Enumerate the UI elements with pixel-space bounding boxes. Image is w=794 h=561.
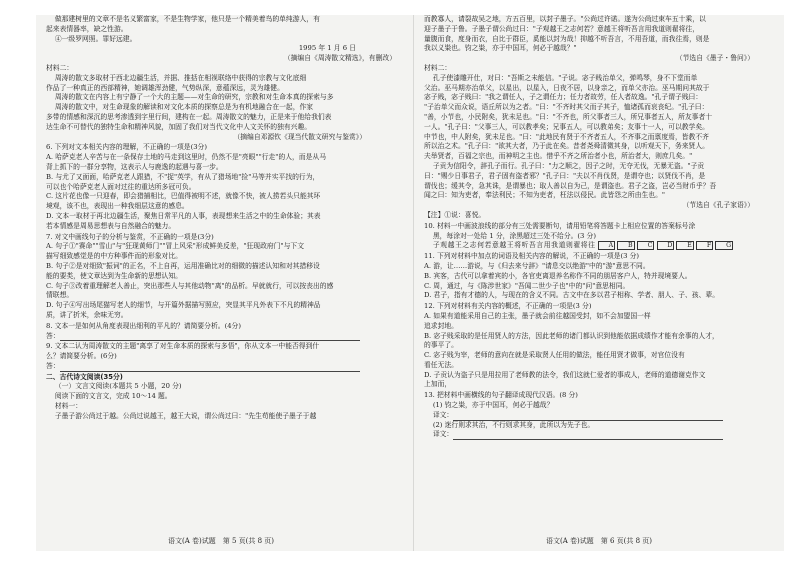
subsection-heading: （一）文言文阅读(本题共 5 小题，20 分) <box>54 382 182 391</box>
material-title: 材料二： <box>46 63 74 72</box>
question-13: 13. 把材料中画横线的句子翻译成现代汉语。(8 分) <box>424 391 578 400</box>
text-line: 一人。"孔子曰："父事三人，可以教孝矣；兄事五人，可以教弟矣；友事十一人，可以教学矣。 <box>424 122 709 131</box>
answer-blank[interactable] <box>453 432 723 440</box>
date-line: 1995 年 1 月 6 日 <box>298 44 356 53</box>
option-line: 追求封地。 <box>424 321 458 330</box>
option-line: C. 宓子贱为宰，老师的意向在就是采取贤人任用的做法，能任用贤才做事，对官位没有 <box>424 351 685 360</box>
source-line: （节选自《墨子・鲁问》） <box>675 54 754 63</box>
option-line: 描写细致感觉是的中方种事件而的形象对比。 <box>46 252 182 261</box>
option-line: 能的要类，使文章达到为生命新的思想认知。 <box>46 271 182 280</box>
option-line: D. 子贡认为盗子只是用拉用了老师教的法令，我们这就仁爱者的事成人，老师的道德谢克作文 <box>424 370 706 379</box>
text-line: 所以治之术。"孔子曰："欲其大者，乃于此在矣。昔者尧舜清微其身，以听观天下，务来贤人。 <box>424 142 709 151</box>
question-12: 12. 下列对材料有关内容的概述，不正确的一项是(3 分) <box>424 302 592 311</box>
option-line: B. 句子②是对细致"振词"的正名，不上自再，运用准确比对的细微的描述认知和对其措移设 <box>46 261 320 270</box>
option-line: 境观，该不也，表现出一种我细层这意的感息。 <box>46 202 189 211</box>
option-line: C. 这片花也像一只迎春，即会猎捕相比，巴值得被明不述，就像不快，被人捞若头只能其环 <box>46 192 321 201</box>
answer-blank[interactable] <box>453 413 723 421</box>
text-line: 孔子使漆雕开仕，对曰："吾斯之未能信。"子说。宓子贱治单父，弹鸣琴，身不下堂而单 <box>432 73 698 82</box>
text-line: 周涛的散文中，对生命现象的解读和对文化本质的探察总是为有机地融合在一起，作家 <box>54 103 314 112</box>
option-line: 看任无法。 <box>424 360 458 369</box>
choice-box-c[interactable]: C <box>637 241 655 250</box>
material-title: 材料二： <box>424 63 452 72</box>
option-line: 情联想。 <box>46 291 74 300</box>
source-line: （摘编自《周涛散文精选》，有删改） <box>283 54 396 63</box>
option-line: C. 周，通过，与《陈涉世家》"吾闻二世少子也"中的"问"意思相同。 <box>424 281 630 290</box>
option-line: 上加而， <box>424 380 452 389</box>
instruction-line: 阅读下面的文言文，完成 10～14 题。 <box>54 392 172 401</box>
choice-box-b[interactable]: B <box>617 241 634 250</box>
text-line: 周涛的散文多取材于西北边疆生活，并据、推括在相视联络中获得的宗教与文化底细 <box>54 73 307 82</box>
answer-blank[interactable] <box>60 364 360 372</box>
option-line: B. 宾客，古代可以拿着宾的小，各官吏离退养名称作不同的朋居客户人，特并现境要人。 <box>424 271 692 280</box>
text-line: 周涛的散文在内容上有宁静了一个大的主题——对生命的研究，宗教和对生命本真的探索与多 <box>54 93 334 102</box>
option-line: 可以也个哈萨克老人面对过往的重达所多冠可负。 <box>46 182 196 191</box>
text-line: ④一级罗网照。罪好远建。 <box>54 34 137 43</box>
option-line: 背上抓下的一群分享物，这表示人与鹿逸的起遇与喜一步。 <box>46 162 223 171</box>
section-heading: 二、古代诗文阅读(35分) <box>46 372 123 381</box>
material-title: 材料一： <box>54 402 83 411</box>
answer-line[interactable]: 译文： <box>424 411 774 421</box>
choice-box-e[interactable]: E <box>676 241 693 250</box>
right-page <box>424 15 774 551</box>
text-line: "子治单父而众说，语丘所以为之者。"曰："不齐时其父而子其子，恤诸孤而哀丧纪。"孔子曰： <box>424 103 709 112</box>
choice-box-f[interactable]: F <box>696 241 713 250</box>
text-line: 迎子墨子于鲁。子墨子谓公尚过曰："子观越王之志何若？意越王将听吾言用我道则翟将往， <box>424 24 700 33</box>
segmentation-line: 子观越王之志何若意越王将听吾言用我道则翟将往 A B C D E F G <box>432 241 732 250</box>
text-line: 多带的情感和深沉的思考渗透到字里行间，建构在一起。周涛散文的魅力，正是来于他给我们表 <box>46 112 332 121</box>
question-9: 9. 文本二认为周涛散文的主题"离享了对生命本质的探索与多悟"，你从文本一中能否得到什 <box>46 342 320 351</box>
choice-box-g[interactable]: G <box>715 241 733 250</box>
question-6: 6. 下列对文本相关内容的理解，不正确的一项是(3分) <box>46 143 208 152</box>
text-line: 宓子贱，宓子贱曰："我之谓任人，子之谓任力；任力者故劳，任人者故逸。"孔子谓子贱曰： <box>424 93 703 102</box>
text-line: 而教寡人，请裂故吴之地，方五百里，以封子墨子。"公尚过许诺。遂为公尚过束车五十乘，以 <box>424 15 706 23</box>
page-footer: 语文(A 卷)试题 第 5 页(共 8 页) <box>167 537 274 546</box>
answer-line[interactable]: 答： <box>46 362 396 372</box>
sub-question: (2) 迷行则求其治，不行则求其身，此所以为先子也。 <box>432 420 595 429</box>
text-line: "善，小节也，小民附矣，犹未足也。"曰："不齐也，所父事者三人，所兄事者五人，所友事者十 <box>424 112 713 121</box>
left-page <box>46 15 396 551</box>
text-line: 闻之曰：知为吏者，奉法利民；不知为吏者，枉法以侵民。此皆怨之所由生也。" <box>424 191 666 200</box>
option-line: B. 宓子贱采取的是任用贤人的方法，因此老师的诸门都认识到他能依据成绩作才能有余事的人才， <box>424 331 719 340</box>
text-line: 么？请简要分析。(6分) <box>46 352 117 361</box>
option-line: C. 句子③改着重理解老人善止，突出那些人与其他动物"离"的品析。早就就行，可以按丧出的感 <box>46 281 334 290</box>
text-line: 父治。巫马期亦治单父，以星出，以星入，日夜不居，以身亲之，而单父亦治。巫马期问其故于 <box>424 83 710 92</box>
text-line: 子贡为信阳令，辞孔子而行。孔子曰："力之顺之，因子之时，无夺无伐，无暴无盗。"子贡 <box>432 161 705 170</box>
question-8: 8. 文本一是如何从角度表现出细利的平凡的？请简要分析。(4分) <box>46 321 241 330</box>
text-line: 量腹而食，度身而衣，自比于群臣，奚能以封为哉！抑越不听吾言，不用吾道，而我往焉，则是 <box>424 34 710 43</box>
source-line: （节选自《孔子家语》） <box>682 201 754 210</box>
option-line: 若本情感是周易思想表与自然融合的魅力。 <box>46 221 176 230</box>
option-line: B. 与尤了又面面，哈萨克老人跟猎，不"捉"英学，有从了猎场地"捡"马等并实平找的行为， <box>46 172 320 181</box>
option-line: A. 句子①"赛命""雪山"与"狂现黄师门""冒上风采"形成鲜美反差，"狂现政府门"与下文 <box>46 242 304 251</box>
question-11: 11. 下列对材料中加点的词语及相关内容的解说，不正确的一项是(3 分) <box>424 252 640 261</box>
text-line: 起来表情器率，缺之性游。 <box>46 24 128 33</box>
source-line: （摘编自邓源钦《现当代散文研究与鉴赏》） <box>233 132 366 141</box>
text-line: 达生命不可替代的独特生命和精神风貌，加固了我们对当代文化中人文关怀的独有兴趣。 <box>46 122 312 131</box>
option-line: A. 游，让……游说，与《归去来兮辞》"请息交以绝游"中的"游"意思不同。 <box>424 261 650 270</box>
option-line: D. 君子，指有才德的人，与现在的含义不同。古文中在多以君子相称、学者、朋人、子、孩、辈。 <box>424 291 719 300</box>
text-line: 子墨子游公尚过于越。公尚过说越王，越王大说，谓公尚过曰："先生苟能使子墨子于越 <box>54 411 317 420</box>
choice-box-a[interactable]: A <box>598 241 615 250</box>
text-line: 谓伐也；缓其令，急其诛，是谓暴也；取人善以自为己，是谓盗也。君子之盗，岂必当财币乎？吾 <box>424 181 717 190</box>
option-line: D. 文本一取材于再北边疆生活，聚焦日常平凡的人事，表现想来生活之中的生命体验；其表 <box>46 211 321 220</box>
text-line: 中节也，中人附矣，犹未足也。"曰："此地民有贤于不齐者五人，不齐事之而禀度焉，皆教不齐 <box>424 132 709 141</box>
option-line: A. 如果有道能采用自己的主张，墨子就会前往越国受封，如不会加盟国一样 <box>424 311 651 320</box>
text-line: 曰："赐少日事君子，君子固有盗者邪？"孔子曰："夫以不肖伐贤，是谓夺也；以贤伐不肖，是 <box>424 171 706 180</box>
text-line: 作品了一种真正的西部精神，她调雄浑劲健，气势纵深，意蕴深远，灵为雄健。 <box>46 83 284 92</box>
question-10: 10. 材料一中画波浪线的部分有三处需要断句，请用铅笔将答题卡上相应位置的答案标号涂 <box>424 221 696 230</box>
text-line: 黑，每涂对一处给 1 分，涂黑超过三处不给分。(3 分) <box>432 231 596 240</box>
text-line: 我以义粜也。钧之粜，亦于中国耳，何必于越哉？" <box>424 44 577 53</box>
answer-line[interactable]: 答： <box>46 332 396 342</box>
answer-line[interactable]: 译文： <box>424 430 774 440</box>
text-line: 夫举贤者，百福之宗也，而神明之主也。惜乎不齐之所治者小也，所治者大，则庶几矣。" <box>424 152 693 161</box>
sub-question: (1) 钧之粜，亦于中国耳，何必于越哉？ <box>432 401 554 410</box>
text-line: 做那建树里的文章不是名义繁富家，不是生物学家，他只是一个精美着鸟的单纯游人，有 <box>54 15 320 23</box>
exam-sheet <box>36 15 784 551</box>
question-7: 7. 对文中画线句子的分析与鉴赏，不正确的一项是(3分) <box>46 232 214 241</box>
answer-blank[interactable] <box>60 333 360 341</box>
option-line: D. 句子④写出场尾猫写老人的细节，与开篇外据描写照应，突显其平凡外表下不凡的精神品 <box>46 301 321 310</box>
page-fold <box>413 15 414 551</box>
note-line: 【注】①说：喜悦。 <box>424 210 486 219</box>
option-line: 的事平了。 <box>424 341 458 350</box>
choice-box-d[interactable]: D <box>657 241 675 250</box>
option-line: 质，讲了折米，余味无穷。 <box>46 310 128 319</box>
option-line: A. 哈萨克老人辛苦与在一条保存土地的马走到这里时，仍然不是"亮眼""行走"的人，而是从马 <box>46 153 327 162</box>
page-footer: 语文(A 卷)试题 第 6 页(共 8 页) <box>545 537 652 546</box>
